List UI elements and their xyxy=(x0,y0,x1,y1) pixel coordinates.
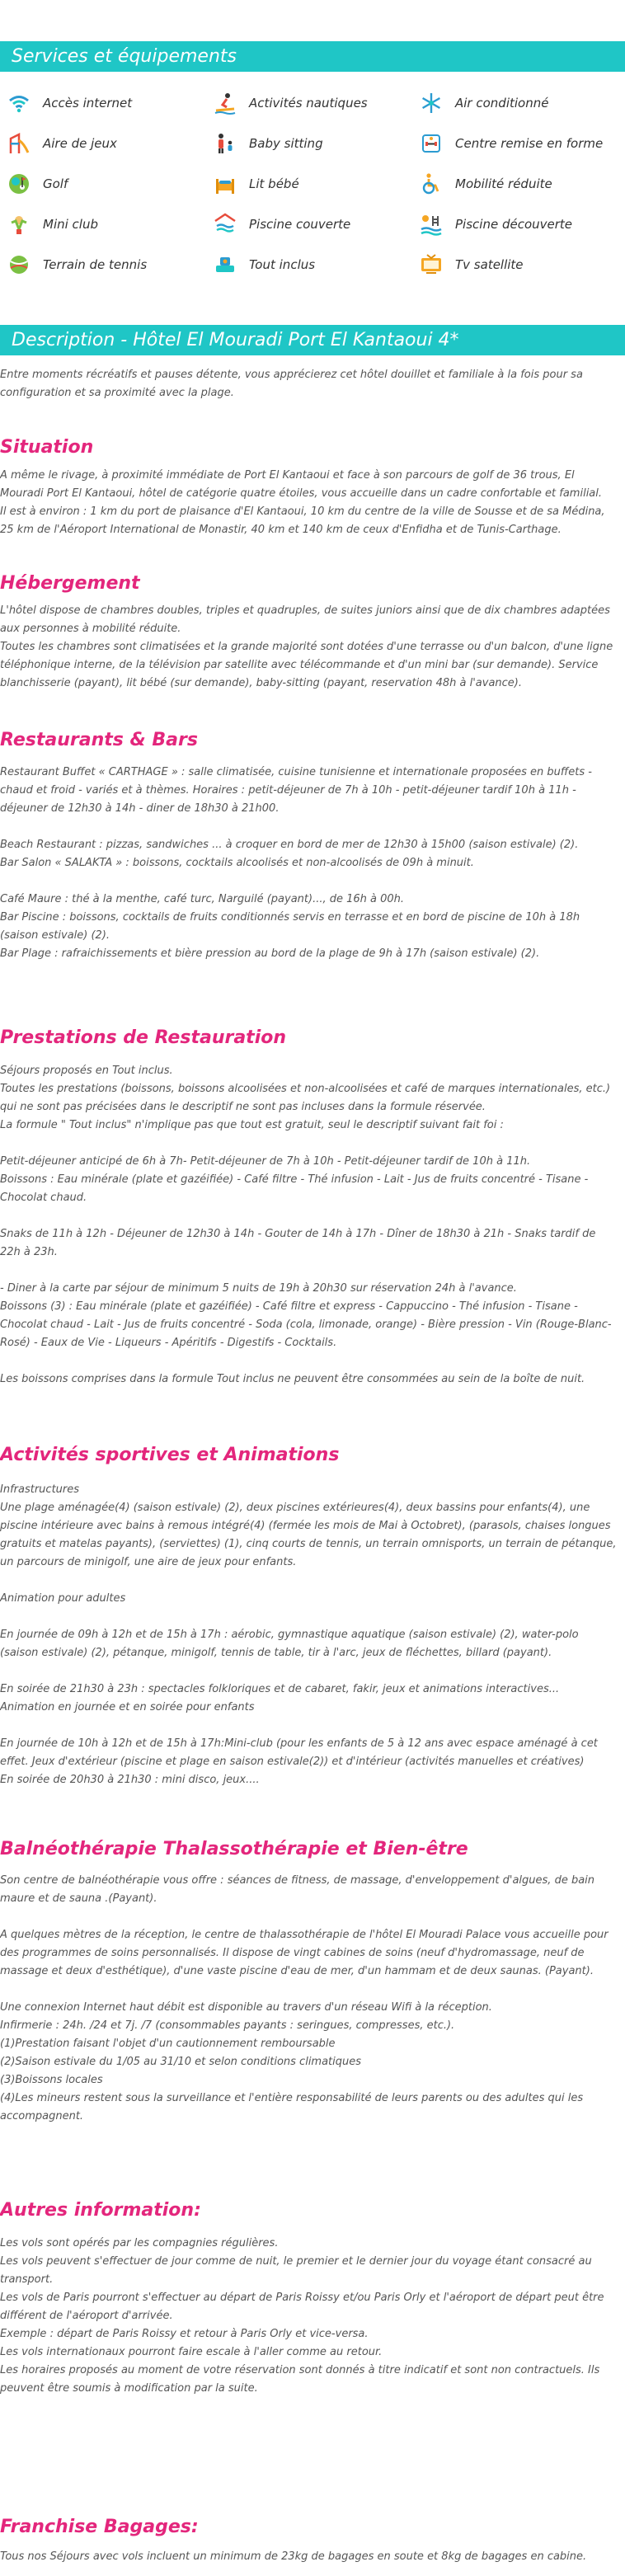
section-paragraph: Une plage aménagée(4) (saison estivale) (2), deux piscines extérieures(4), deux bassins pour enfants(4), une piscine intérieure avec bains à remous intégré(4) (fermée les mois de Mai à Octobret), (parasols, chaises longues gratuits et matelas payants), (serviettes) (1), cinq courts de tennis, un terrain omnisports, un terrain de pétanque, un parcours de minigolf, une aire de jeux pour enfants. xyxy=(0,1502,617,1568)
amenity-item xyxy=(7,172,68,196)
section-body xyxy=(0,1062,617,1389)
baby-bed-icon xyxy=(213,172,237,196)
amenity-item xyxy=(7,91,132,115)
wifi-icon xyxy=(7,91,31,115)
fitness-icon xyxy=(419,131,444,156)
section-paragraph: Il est à environ : 1 km du port de plaisance d'El Kantaoui, 10 km du centre de la ville de Sousse et de sa Médina, 25 km de l'Aéroport International de Monastir, 40 km et 140 km de ceux d'Enfidha et de Tunis-Carthage. xyxy=(0,505,605,536)
section-paragraph: Animation pour adultes xyxy=(0,1592,126,1605)
amenity-label: Mini club xyxy=(43,217,98,232)
amenity-item xyxy=(419,172,552,196)
section-paragraph: Les boissons comprises dans la formule Tout inclus ne peuvent être consommées au sein de la boîte de nuit. xyxy=(0,1373,585,1385)
section-paragraph: Tous nos Séjours avec vols incluent un minimum de 23kg de bagages en soute et 8kg de bagages en cabine. xyxy=(0,2550,587,2563)
amenity-label: Piscine couverte xyxy=(249,217,351,232)
amenity-item xyxy=(213,172,299,196)
amenity-label: Tout inclus xyxy=(249,257,316,272)
amenity-label: Aire de jeux xyxy=(43,136,117,151)
all-inclusive-icon xyxy=(213,252,237,277)
section-paragraph: Les vols sont opérés par les compagnies régulières. xyxy=(0,2237,279,2249)
baby-sitting-icon xyxy=(213,131,237,156)
amenity-item xyxy=(7,252,147,277)
section-paragraph xyxy=(0,1207,617,1225)
section-paragraph xyxy=(0,1608,617,1626)
amenity-label: Activités nautiques xyxy=(249,96,368,110)
section-body xyxy=(0,1481,617,1789)
wheelchair-icon xyxy=(419,172,444,196)
section-paragraph: Exemple : départ de Paris Roissy et retour à Paris Orly et vice-versa. xyxy=(0,2328,369,2340)
section-paragraph: Boissons : Eau minérale (plate et gazéifiée) - Café filtre - Thé infusion - Lait - Jus de fruits concentré - Tisane - Chocolat chaud. xyxy=(0,1173,589,1204)
amenity-item xyxy=(213,131,323,156)
section-paragraph: Petit-déjeuner anticipé de 6h à 7h- Petit-déjeuner de 7h à 10h - Petit-déjeuner tardif de 10h à 11h. xyxy=(0,1155,531,1168)
section-paragraph xyxy=(0,1262,617,1280)
tv-icon xyxy=(419,252,444,277)
amenity-label: Lit bébé xyxy=(249,176,299,191)
description-title: Description - Hôtel El Mouradi Port El Kantaoui 4* xyxy=(0,325,625,355)
section-body xyxy=(0,602,617,693)
section-paragraph: En journée de 09h à 12h et de 15h à 17h : aérobic, gymnastique aquatique (saison estivale) (2), water-polo (saison estivale) (2), pétanque, minigolf, tennis de table, tir à l'arc, jeux de fléchettes, billard (payant). xyxy=(0,1629,579,1659)
amenity-label: Baby sitting xyxy=(249,136,323,151)
section-paragraph: Bar Salon « SALAKTA » : boissons, cocktails alcoolisés et non-alcoolisés de 09h à minuit. xyxy=(0,857,474,869)
section-paragraph xyxy=(0,1572,617,1590)
golf-icon xyxy=(7,172,31,196)
description-intro-text: Entre moments récréatifs et pauses détente, vous apprécierez cet hôtel douillet et familiale à la fois pour sa configuration et sa proximité avec la plage. xyxy=(0,369,583,399)
section-paragraph: (2)Saison estivale du 1/05 au 31/10 et selon conditions climatiques xyxy=(0,2056,362,2068)
section-paragraph: L'hôtel dispose de chambres doubles, triples et quadruples, de suites juniors ainsi que de dix chambres adaptées aux personnes à mobilité réduite. xyxy=(0,604,610,635)
snowflake-icon xyxy=(419,91,444,115)
amenity-label: Piscine découverte xyxy=(455,217,573,232)
section-paragraph: La formule " Tout inclus" n'implique pas que tout est gratuit, seul le descriptif suivant fait foi : xyxy=(0,1119,504,1131)
section-paragraph: Les vols peuvent s'effectuer de jour comme de nuit, le premier et le dernier jour du voyage étant consacré au transport. xyxy=(0,2255,592,2286)
section-paragraph: En soirée de 21h30 à 23h : spectacles folkloriques et de cabaret, fakir, jeux et animations interactives... xyxy=(0,1683,560,1695)
amenity-item xyxy=(213,252,315,277)
mini-club-icon xyxy=(7,212,31,237)
section-paragraph: Son centre de balnéothérapie vous offre : séances de fitness, de massage, d'enveloppement d'algues, de bain maure et de sauna .(Payant). xyxy=(0,1874,595,1905)
section-body xyxy=(0,2235,617,2398)
section-paragraph: A même le rivage, à proximité immédiate de Port El Kantaoui et face à son parcours de golf de 36 trous, El Mouradi Port El Kantaoui, hôtel de catégorie quatre étoiles, vous accueille dans un cadre confortable et familial. xyxy=(0,469,603,500)
section-heading: Activités sportives et Animations xyxy=(0,1445,340,1465)
section-body xyxy=(0,1872,617,2126)
amenity-label: Centre remise en forme xyxy=(455,136,604,151)
section-paragraph xyxy=(0,1908,617,1926)
section-body xyxy=(0,467,617,539)
section-paragraph: Les horaires proposés au moment de votre réservation sont donnés à titre indicatif et sont non contractuels. Ils peuvent être soumis à modification par la suite. xyxy=(0,2364,600,2395)
amenity-label: Mobilité réduite xyxy=(455,176,552,191)
section-paragraph: Infirmerie : 24h. /24 et 7j. /7 (consommables payants : seringues, compresses, etc.). xyxy=(0,2019,455,2032)
section-body xyxy=(0,764,617,963)
section-paragraph: Boissons (3) : Eau minérale (plate et gazéifiée) - Café filtre et express - Cappuccino - Thé infusion - Tisane - Chocolat chaud - Lait - Jus de fruits concentré - Soda (cola, limonade, orange) - Bière pression - Vin (Rouge-Blanc-Rosé) - Eaux de Vie - Liqueurs - Apéritifs - Digestifs - Cocktails. xyxy=(0,1300,612,1349)
section-paragraph: Animation en journée et en soirée pour enfants xyxy=(0,1701,255,1713)
section-paragraph xyxy=(0,872,617,891)
section-paragraph xyxy=(0,1717,617,1735)
section-paragraph: Beach Restaurant : pizzas, sandwiches ... à croquer en bord de mer de 12h30 à 15h00 (saison estivale) (2). xyxy=(0,839,579,851)
section-heading: Restaurants & Bars xyxy=(0,730,198,750)
section-body xyxy=(0,2548,617,2566)
section-paragraph: Café Maure : thé à la menthe, café turc, Narguilé (payant)..., de 16h à 00h. xyxy=(0,893,405,905)
amenity-item xyxy=(419,252,524,277)
tennis-icon xyxy=(7,252,31,277)
amenity-label: Terrain de tennis xyxy=(43,257,148,272)
section-paragraph: Les vols de Paris pourront s'effectuer au départ de Paris Roissy et/ou Paris Orly et l'aéroport de départ peut être différent de l'aéroport d'arrivée. xyxy=(0,2292,604,2322)
section-paragraph: Bar Plage : rafraichissements et bière pression au bord de la plage de 9h à 17h (saison estivale) (2). xyxy=(0,947,540,960)
section-paragraph: Toutes les chambres sont climatisées et la grande majorité sont dotées d'une terrasse ou d'un balcon, d'une ligne téléphonique interne, de la télévision par satellite avec télécommande et d'un mini bar (sur demande). Service blanchisserie (payant), lit bébé (sur demande), baby-sitting (payant, reservation 48h à l'avance). xyxy=(0,641,613,689)
services-title: Services et équipements xyxy=(0,41,625,72)
section-paragraph: En soirée de 20h30 à 21h30 : mini disco, jeux.... xyxy=(0,1774,260,1786)
section-heading: Hébergement xyxy=(0,573,140,594)
section-paragraph xyxy=(0,1662,617,1681)
section-heading: Balnéothérapie Thalassothérapie et Bien-être xyxy=(0,1839,468,1859)
section-paragraph: A quelques mètres de la réception, le centre de thalassothérapie de l'hôtel El Mouradi Palace vous accueille pour des programmes de soins personnalisés. Il dispose de vingt cabines de soins (neuf d'hydromassage, neuf de massage et deux d'esthétique), d'une vaste piscine d'eau de mer, d'un hammam et de deux saunas. (Payant). xyxy=(0,1929,609,1977)
amenity-label: Golf xyxy=(43,176,68,191)
amenity-item xyxy=(7,131,117,156)
amenity-item xyxy=(7,212,98,237)
section-paragraph: Infrastructures xyxy=(0,1483,80,1496)
section-paragraph xyxy=(0,818,617,836)
amenity-item xyxy=(213,212,350,237)
section-paragraph: Toutes les prestations (boissons, boissons alcoolisées et non-alcoolisées et café de marques internationales, etc.) qui ne sont pas précisées dans le descriptif ne sont pas incluses dans la formule réservée. xyxy=(0,1083,611,1113)
section-paragraph xyxy=(0,1981,617,1999)
section-heading: Autres information: xyxy=(0,2200,201,2221)
description-intro xyxy=(0,366,617,402)
section-heading: Situation xyxy=(0,437,94,458)
section-heading: Prestations de Restauration xyxy=(0,1027,287,1048)
amenity-label: Accès internet xyxy=(43,96,133,110)
section-paragraph: - Diner à la carte par séjour de minimum 5 nuits de 19h à 20h30 sur réservation 24h à l'avance. xyxy=(0,1282,517,1295)
section-paragraph: (3)Boissons locales xyxy=(0,2074,103,2086)
amenity-item xyxy=(419,212,572,237)
section-paragraph xyxy=(0,1135,617,1153)
amenity-item xyxy=(419,131,603,156)
section-paragraph: Snaks de 11h à 12h - Déjeuner de 12h30 à 14h - Gouter de 14h à 17h - Dîner de 18h30 à 21h - Snaks tardif de 22h à 23h. xyxy=(0,1228,596,1258)
amenity-label: Tv satellite xyxy=(455,257,524,272)
section-paragraph xyxy=(0,1352,617,1370)
indoor-pool-icon xyxy=(213,212,237,237)
outdoor-pool-icon xyxy=(419,212,444,237)
section-heading: Franchise Bagages: xyxy=(0,2517,199,2537)
section-paragraph: (4)Les mineurs restent sous la surveillance et l'entière responsabilité de leurs parents ou des adultes qui les accompagnent. xyxy=(0,2092,584,2122)
section-paragraph: Bar Piscine : boissons, cocktails de fruits conditionnés servis en terrasse et en bord de piscine de 10h à 18h (saison estivale) (2). xyxy=(0,911,580,942)
section-paragraph: Restaurant Buffet « CARTHAGE » : salle climatisée, cuisine tunisienne et internationale proposées en buffets - chaud et froid - variés et à thèmes. Horaires : petit-déjeuner de 7h à 10h - petit-déjeuner tardif 10h à 11h - déjeuner de 12h30 à 14h - diner de 18h30 à 21h00. xyxy=(0,766,592,815)
section-paragraph: Une connexion Internet haut débit est disponible au travers d'un réseau Wifi à la réception. xyxy=(0,2001,492,2014)
amenity-item xyxy=(419,91,548,115)
section-paragraph: En journée de 10h à 12h et de 15h à 17h:Mini-club (pour les enfants de 5 à 12 ans avec espace aménagé à cet effet. Jeux d'extérieur (piscine et plage en saison estivale(2)) et d'intérieur (activités manuelles et créatives) xyxy=(0,1737,598,1768)
water-ski-icon xyxy=(213,91,237,115)
section-paragraph: (1)Prestation faisant l'objet d'un cautionnement remboursable xyxy=(0,2038,336,2050)
playground-icon xyxy=(7,131,31,156)
amenity-label: Air conditionné xyxy=(455,96,549,110)
amenity-item xyxy=(213,91,368,115)
section-paragraph: Séjours proposés en Tout inclus. xyxy=(0,1065,173,1077)
section-paragraph: Les vols internationaux pourront faire escale à l'aller comme au retour. xyxy=(0,2346,383,2358)
